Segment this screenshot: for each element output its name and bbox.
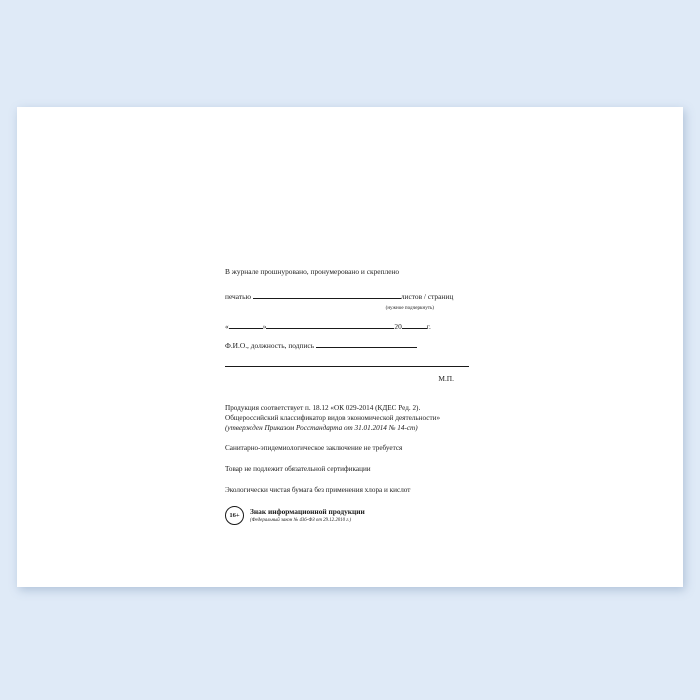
document-content bbox=[225, 267, 470, 525]
document-page bbox=[17, 107, 683, 587]
okved-line-1: Продукция соответствует п. 18.12 «ОК 029-2014 (КДЕС Ред. 2). bbox=[225, 404, 421, 413]
year-suffix: г. bbox=[426, 321, 431, 331]
date-row bbox=[225, 320, 470, 333]
age-rating-badge-icon: 16+ bbox=[225, 506, 244, 525]
okved-line-2: Общероссийский классификатор видов экономической деятельности» bbox=[225, 414, 441, 423]
age-mark-title: Знак информационной продукции bbox=[250, 507, 365, 517]
signature-second-blank-field[interactable] bbox=[225, 357, 469, 367]
sheets-pages-label: листов / страниц bbox=[400, 291, 454, 301]
stamp-place-label: М.П. bbox=[438, 374, 454, 384]
okved-paragraph bbox=[225, 403, 470, 434]
sanitary-paragraph: Санитарно-эпидемиологическое заключение не требуется bbox=[225, 443, 403, 452]
month-blank-field[interactable] bbox=[266, 320, 394, 329]
signature-label: Ф.И.О., должность, подпись bbox=[225, 340, 315, 350]
day-blank-field[interactable] bbox=[229, 320, 263, 329]
seal-label: печатью bbox=[225, 291, 251, 301]
certification-block bbox=[225, 267, 470, 385]
signature-row bbox=[225, 339, 470, 352]
signature-blank-field[interactable] bbox=[316, 339, 417, 348]
seal-blank-field[interactable] bbox=[253, 290, 401, 299]
date-quote-open: « bbox=[225, 321, 229, 331]
journal-statement-text: В журнале прошнуровано, пронумеровано и скреплено bbox=[225, 267, 400, 276]
journal-statement-row bbox=[225, 267, 470, 278]
seal-row bbox=[225, 290, 470, 303]
okved-line-3: (утвержден Приказом Росстандарта от 31.01.2014 № 14-ст) bbox=[225, 424, 418, 433]
year-prefix: 20 bbox=[394, 321, 402, 331]
eco-paper-paragraph: Экологически чистая бумага без применения хлора и кислот bbox=[225, 486, 411, 495]
certification-paragraph: Товар не подлежит обязательной сертификации bbox=[225, 464, 371, 473]
underline-instruction: (нужное подчеркнуть) bbox=[385, 305, 434, 312]
date-quote-close: » bbox=[262, 321, 267, 331]
age-mark-row bbox=[225, 506, 470, 525]
age-mark-law-note: (Федеральный закон № 436-ФЗ от 29.12.2010 г.) bbox=[250, 518, 352, 524]
year-blank-field[interactable] bbox=[402, 320, 427, 329]
